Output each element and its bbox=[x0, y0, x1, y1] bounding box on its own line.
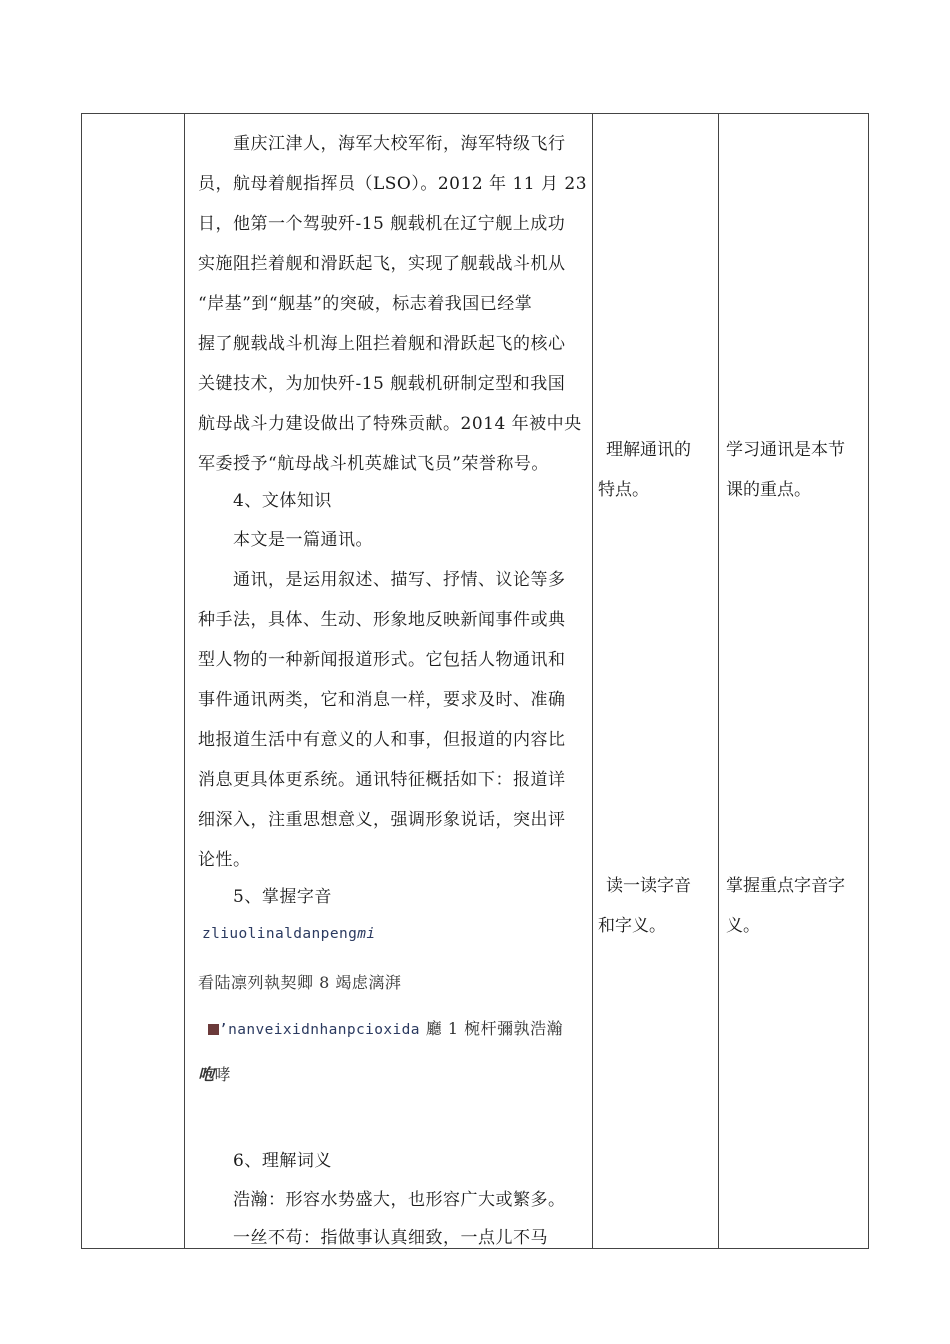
chars-row-2: 廳 1 椀杆彌孰浩瀚 bbox=[425, 1019, 564, 1038]
column-divider bbox=[184, 114, 185, 1248]
bio-line: 员，航母着舰指挥员（LSO）。2012 年 11 月 23 bbox=[198, 174, 588, 194]
pinyin-row-2 bbox=[208, 1016, 563, 1039]
section-4-intro: 本文是一篇通讯。 bbox=[233, 530, 373, 550]
tongxun-line: 种手法，具体、生动、形象地反映新闻事件或典 bbox=[198, 610, 566, 630]
bio-line: 重庆江津人，海军大校军衔，海军特级飞行 bbox=[233, 134, 566, 154]
column-divider bbox=[592, 114, 593, 1248]
column-divider bbox=[718, 114, 719, 1248]
tongxun-line: 事件通讯两类，它和消息一样，要求及时、准确 bbox=[198, 690, 566, 710]
goal-line: 读一读字音 bbox=[606, 876, 691, 896]
lesson-table bbox=[81, 113, 869, 1249]
bio-line: “岸基”到“舰基”的突破，标志着我国已经掌 bbox=[198, 294, 533, 314]
section-5-title: 5、掌握字音 bbox=[233, 887, 332, 907]
tongxun-line: 型人物的一种新闻报道形式。它包括人物通讯和 bbox=[198, 650, 566, 670]
bio-line: 关键技术，为加快歼-15 舰载机研制定型和我国 bbox=[198, 374, 566, 394]
tongxun-line: 消息更具体更系统。通讯特征概括如下：报道详 bbox=[198, 770, 566, 790]
note-cell-a bbox=[726, 430, 845, 510]
tongxun-line: 细深入，注重思想意义，强调形象说话，突出评 bbox=[198, 810, 566, 830]
chars-row-3 bbox=[198, 1062, 231, 1085]
pinyin-mark: ’ bbox=[219, 1022, 229, 1038]
note-line: 掌握重点字音字 bbox=[726, 876, 845, 896]
bio-line: 日，他第一个驾驶歼-15 舰载机在辽宁舰上成功 bbox=[198, 214, 566, 234]
chars-row-3-text: 哮 bbox=[214, 1065, 232, 1084]
definition-line: 浩瀚：形容水势盛大，也形容广大或繁多。 bbox=[233, 1190, 566, 1210]
goal-cell-b bbox=[598, 866, 691, 946]
pinyin-text: nanveixidnhanpcioxida bbox=[228, 1022, 420, 1038]
goal-line: 理解通讯的 bbox=[606, 440, 691, 460]
definition-line: 一丝不苟：指做事认真细致，一点儿不马 bbox=[233, 1228, 548, 1248]
chars-row-3-italic: 咆 bbox=[198, 1065, 215, 1084]
goal-line: 和字义。 bbox=[598, 916, 666, 936]
bio-line: 军委授予“航母战斗机英雄试飞员”荣誉称号。 bbox=[198, 454, 549, 474]
pinyin-row-1 bbox=[202, 926, 375, 942]
goal-cell-a bbox=[598, 430, 691, 510]
note-line: 学习通讯是本节 bbox=[726, 440, 845, 460]
tongxun-line: 论性。 bbox=[198, 850, 251, 870]
pinyin-text-italic: mi bbox=[357, 926, 376, 942]
section-4-title: 4、文体知识 bbox=[233, 491, 332, 511]
tongxun-line: 地报道生活中有意义的人和事，但报道的内容比 bbox=[198, 730, 566, 750]
section-6-title: 6、理解词义 bbox=[233, 1151, 332, 1171]
chars-row-1: 看陆凛列執契卿 8 竭虑漓湃 bbox=[198, 973, 402, 992]
pinyin-text: zliuolinaldanpeng bbox=[202, 926, 358, 942]
goal-line: 特点。 bbox=[598, 480, 649, 500]
note-line: 课的重点。 bbox=[726, 480, 811, 500]
tongxun-line: 通讯，是运用叙述、描写、抒情、议论等多 bbox=[233, 570, 566, 590]
square-mark-icon bbox=[208, 1024, 219, 1035]
bio-line: 握了舰载战斗机海上阻拦着舰和滑跃起飞的核心 bbox=[198, 334, 566, 354]
bio-line: 实施阻拦着舰和滑跃起飞，实现了舰载战斗机从 bbox=[198, 254, 566, 274]
bio-line: 航母战斗力建设做出了特殊贡献。2014 年被中央 bbox=[198, 414, 582, 434]
note-cell-b bbox=[726, 866, 845, 946]
note-line: 义。 bbox=[726, 916, 760, 936]
